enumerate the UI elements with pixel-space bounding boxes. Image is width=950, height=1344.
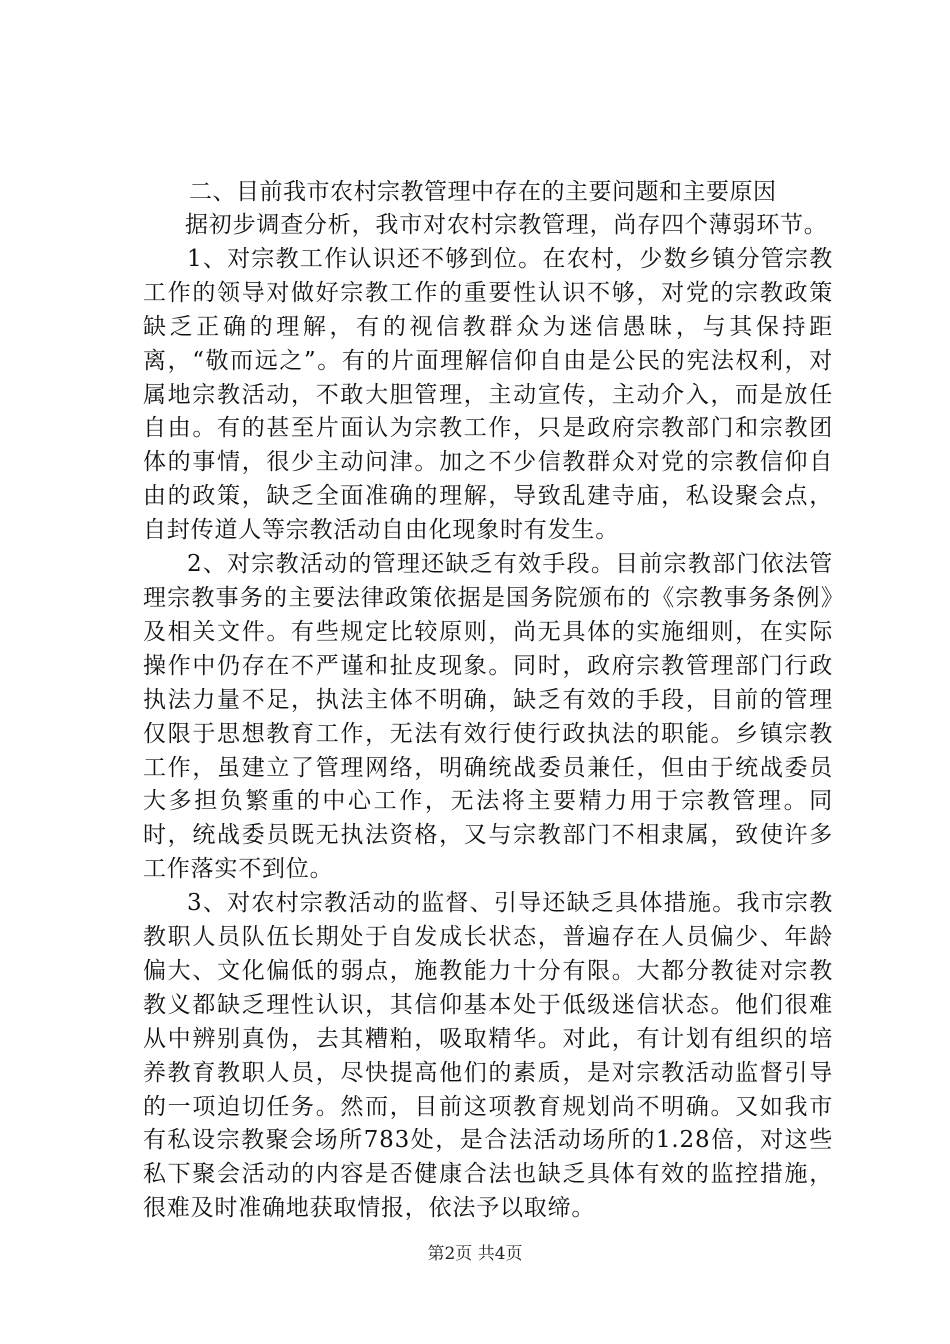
page-number-label: 第2页 共4页	[427, 1244, 523, 1264]
document-body	[143, 176, 833, 1226]
intro-paragraph: 据初步调查分析，我市对农村宗教管理，尚存四个薄弱环节。	[185, 212, 828, 238]
page-footer	[0, 1243, 950, 1265]
section-heading: 二、目前我市农村宗教管理中存在的主要问题和主要原因	[189, 179, 777, 205]
paragraph-3: 3、对农村宗教活动的监督、引导还缺乏具体措施。我市宗教教职人员队伍长期处于自发成长状态，普遍存在人员偏少、年龄偏大、文化偏低的弱点，施教能力十分有限。大都分教徒对宗教教义都缺乏理性认识，其信仰基本处于低级迷信状态。他们很难从中辨别真伪，去其糟粕，吸取精华。对此，有计划有组织的培养教育教职人员，尽快提高他们的素质，是对宗教活动监督引导的一项迫切任务。然而，目前这项教育规划尚不明确。又如我市有私设宗教聚会场所783处，是合法活动场所的1.28倍，对这些私下聚会活动的内容是否健康合法也缺乏具体有效的监控措施，很难及时准确地获取情报，依法予以取缔。	[143, 890, 833, 1222]
paragraph-2: 2、对宗教活动的管理还缺乏有效手段。目前宗教部门依法管理宗教事务的主要法律政策依据是国务院颁布的《宗教事务条例》及相关文件。有些规定比较原则，尚无具体的实施细则，在实际操作中仍存在不严谨和扯皮现象。同时，政府宗教管理部门行政执法力量不足，执法主体不明确，缺乏有效的手段，目前的管理仅限于思想教育工作，无法有效行使行政执法的职能。乡镇宗教工作，虽建立了管理网络，明确统战委员兼任，但由于统战委员大多担负繁重的中心工作，无法将主要精力用于宗教管理。同时，统战委员既无执法资格，又与宗教部门不相隶属，致使许多工作落实不到位。	[143, 551, 833, 883]
paragraph-1: 1、对宗教工作认识还不够到位。在农村，少数乡镇分管宗教工作的领导对做好宗教工作的重要性认识不够，对党的宗教政策缺乏正确的理解，有的视信教群众为迷信愚昧，与其保持距离，“敬而远之”。有的片面理解信仰自由是公民的宪法权利，对属地宗教活动，不敢大胆管理，主动宣传，主动介入，而是放任自由。有的甚至片面认为宗教工作，只是政府宗教部门和宗教团体的事情，很少主动问津。加之不少信教群众对党的宗教信仰自由的政策，缺乏全面准确的理解，导致乱建寺庙，私设聚会点，自封传道人等宗教活动自由化现象时有发生。	[143, 245, 833, 544]
